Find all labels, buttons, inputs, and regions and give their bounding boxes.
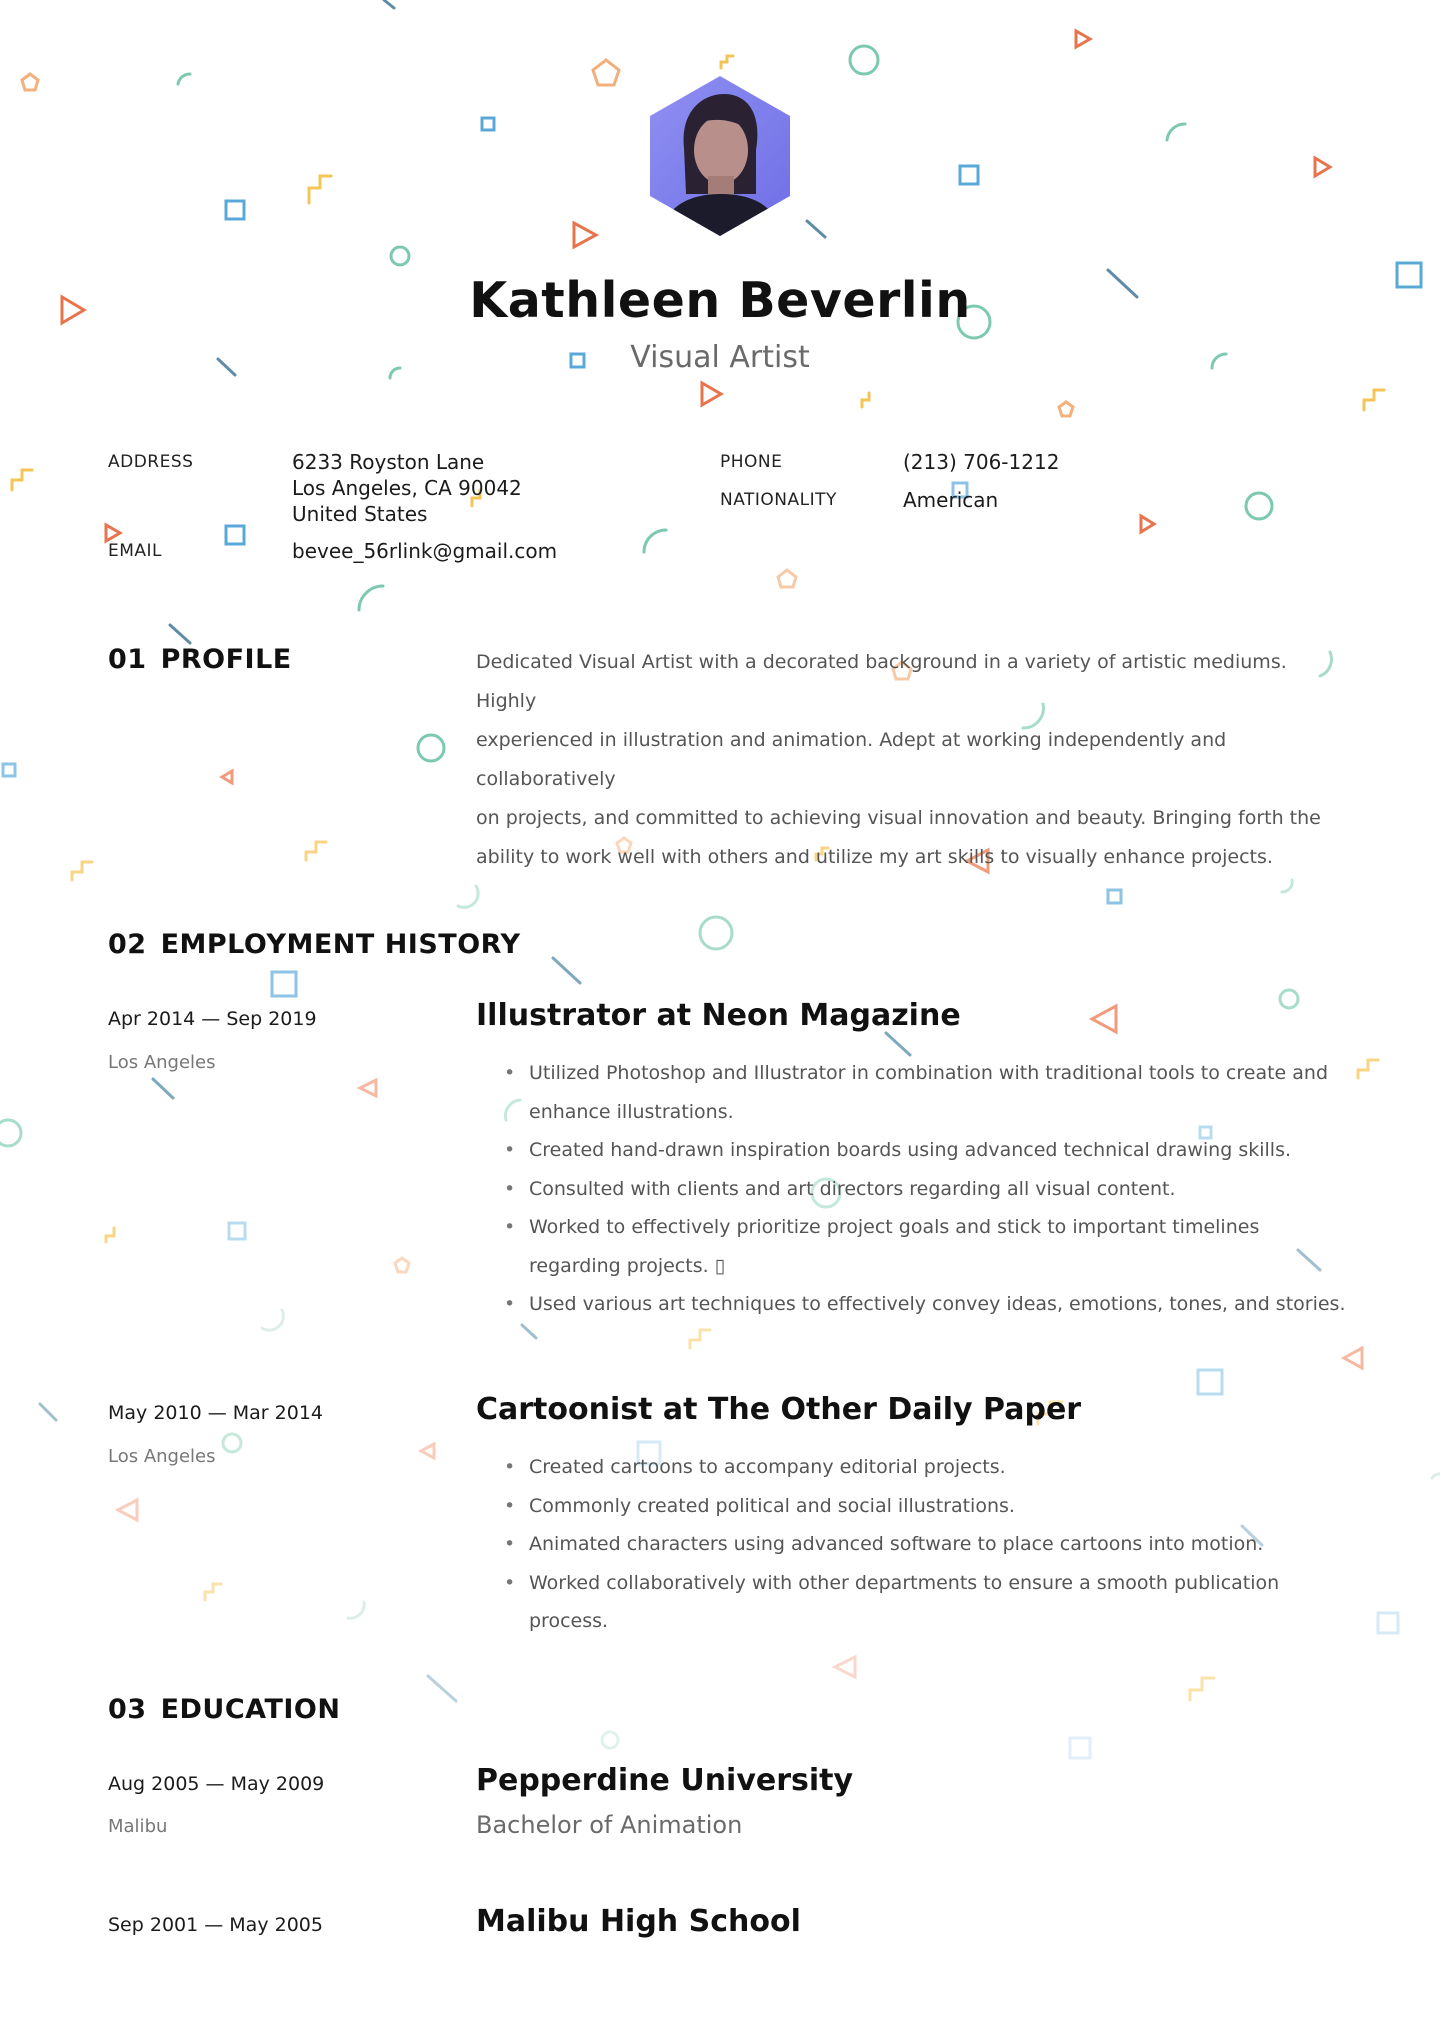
square-decoration xyxy=(226,526,244,544)
section-heading-employment xyxy=(108,929,521,960)
circle-decoration xyxy=(602,1732,618,1748)
triangle-decoration xyxy=(118,1500,137,1520)
section-title: PROFILE xyxy=(160,644,292,675)
job-dates: May 2010 — Mar 2014 xyxy=(108,1402,323,1424)
profile-summary xyxy=(476,643,1336,877)
arc-decoration xyxy=(644,530,666,552)
address-line: 6233 Royston Lane xyxy=(292,450,485,474)
square-decoration xyxy=(482,118,494,130)
circle-decoration xyxy=(850,46,878,74)
stair-decoration xyxy=(12,470,32,490)
section-title: EMPLOYMENT HISTORY xyxy=(160,929,521,960)
job-location: Los Angeles xyxy=(108,1446,216,1467)
arc-decoration xyxy=(458,886,478,907)
degree-name: Bachelor of Animation xyxy=(476,1811,743,1839)
arc-decoration xyxy=(262,1310,283,1330)
circle-decoration xyxy=(700,917,732,949)
circle-decoration xyxy=(223,1434,241,1452)
job-bullet: • Used various art techniques to effectively convey ideas, emotions, tones, and stories. xyxy=(500,1285,1350,1324)
summary-line: on projects, and committed to achieving visual innovation and beauty. Bringing forth the xyxy=(476,807,1321,829)
stair-decoration xyxy=(1364,390,1384,410)
email-label: EMAIL xyxy=(108,541,163,561)
square-decoration xyxy=(272,972,296,996)
triangle-decoration xyxy=(360,1080,376,1096)
stair-decoration xyxy=(72,862,92,880)
section-number: 01 xyxy=(108,644,147,675)
arc-decoration xyxy=(348,1602,364,1618)
pentagon-decoration xyxy=(593,60,619,85)
circle-decoration xyxy=(418,735,444,761)
circle-decoration xyxy=(1280,990,1298,1008)
arc-decoration xyxy=(1282,880,1292,892)
pentagon-decoration xyxy=(1059,402,1073,416)
square-decoration xyxy=(1070,1738,1090,1758)
job-bullet: • Worked to effectively prioritize project goals and stick to important timelines regarding projects. ▯ xyxy=(500,1208,1350,1285)
circle-decoration xyxy=(391,247,409,265)
job-bullets xyxy=(500,1054,1350,1324)
stair-decoration xyxy=(306,842,326,860)
triangle-decoration xyxy=(1076,31,1090,47)
avatar-portrait xyxy=(650,76,790,236)
line-decoration xyxy=(522,1325,536,1338)
stair-decoration xyxy=(690,1330,710,1348)
avatar xyxy=(650,76,790,236)
email-value[interactable]: bevee_56rlink@gmail.com xyxy=(292,539,558,563)
triangle-decoration xyxy=(835,1657,855,1677)
line-decoration xyxy=(553,958,580,983)
job-bullet: • Animated characters using advanced software to place cartoons into motion. xyxy=(500,1525,1350,1564)
triangle-decoration xyxy=(702,383,721,405)
stair-decoration xyxy=(721,56,733,68)
line-decoration xyxy=(40,1404,56,1420)
address-label: ADDRESS xyxy=(108,452,194,472)
triangle-decoration xyxy=(574,223,596,247)
job-bullet: • Created cartoons to accompany editorial projects. xyxy=(500,1448,1350,1487)
stair-decoration xyxy=(1358,1060,1378,1078)
address-line: United States xyxy=(292,502,428,526)
pentagon-decoration xyxy=(395,1258,409,1272)
stair-decoration xyxy=(1190,1678,1214,1700)
triangle-decoration xyxy=(1344,1348,1362,1368)
address-line: Los Angeles, CA 90042 xyxy=(292,476,522,500)
circle-decoration xyxy=(0,1120,21,1146)
arc-decoration xyxy=(1432,1474,1440,1478)
summary-line: experienced in illustration and animation. Adept at working independently and collaboratively xyxy=(476,729,1227,790)
square-decoration xyxy=(1108,890,1121,903)
stair-decoration xyxy=(106,1228,114,1242)
line-decoration xyxy=(428,1676,456,1701)
nationality-label: NATIONALITY xyxy=(720,490,837,510)
school-dates: Sep 2001 — May 2005 xyxy=(108,1914,323,1936)
summary-line: Dedicated Visual Artist with a decorated background in a variety of artistic mediums. Highly xyxy=(476,651,1287,712)
square-decoration xyxy=(1198,1370,1222,1394)
triangle-decoration xyxy=(222,771,232,783)
job-heading: Cartoonist at The Other Daily Paper xyxy=(476,1392,1082,1427)
square-decoration xyxy=(226,201,244,219)
school-name: Malibu High School xyxy=(476,1904,801,1939)
square-decoration xyxy=(3,764,15,776)
section-heading-education xyxy=(108,1694,341,1725)
job-bullet: • Utilized Photoshop and Illustrator in combination with traditional tools to create and enhance illustrations. xyxy=(500,1054,1350,1131)
job-title: Visual Artist xyxy=(630,340,810,375)
pentagon-decoration xyxy=(22,74,38,90)
job-dates: Apr 2014 — Sep 2019 xyxy=(108,1008,317,1030)
section-heading-profile xyxy=(108,644,292,675)
triangle-decoration xyxy=(1141,516,1154,532)
triangle-decoration xyxy=(421,1444,434,1458)
job-bullet: • Created hand-drawn inspiration boards using advanced technical drawing skills. xyxy=(500,1131,1350,1170)
job-bullets xyxy=(500,1448,1350,1641)
school-location: Malibu xyxy=(108,1816,168,1837)
school-dates: Aug 2005 — May 2009 xyxy=(108,1773,325,1795)
line-decoration xyxy=(384,0,394,8)
line-decoration xyxy=(886,1033,910,1055)
job-bullet: • Commonly created political and social illustrations. xyxy=(500,1487,1350,1526)
job-heading: Illustrator at Neon Magazine xyxy=(476,998,961,1033)
candidate-name: Kathleen Beverlin xyxy=(469,272,971,329)
nationality-value: American xyxy=(903,488,999,512)
triangle-decoration xyxy=(106,525,120,541)
phone-value[interactable]: (213) 706-1212 xyxy=(903,450,1060,474)
line-decoration xyxy=(170,625,190,643)
square-decoration xyxy=(960,166,978,184)
section-number: 02 xyxy=(108,929,147,960)
arc-decoration xyxy=(178,74,190,84)
arc-decoration xyxy=(359,586,383,610)
stair-decoration xyxy=(309,176,331,203)
arc-decoration xyxy=(1167,124,1185,140)
stair-decoration xyxy=(205,1584,221,1600)
phone-label: PHONE xyxy=(720,452,783,472)
job-bullet: • Consulted with clients and art directors regarding all visual content. xyxy=(500,1170,1350,1209)
square-decoration xyxy=(1378,1613,1398,1633)
job-location: Los Angeles xyxy=(108,1052,216,1073)
line-decoration xyxy=(153,1079,173,1098)
circle-decoration xyxy=(1246,493,1272,519)
section-number: 03 xyxy=(108,1694,147,1725)
pentagon-decoration xyxy=(778,570,796,587)
section-title: EDUCATION xyxy=(160,1694,341,1725)
summary-line: ability to work well with others and utilize my art skills to visually enhance projects. xyxy=(476,846,1273,868)
line-decoration xyxy=(807,221,825,237)
job-bullet: • Worked collaboratively with other departments to ensure a smooth publication process. xyxy=(500,1564,1350,1641)
triangle-decoration xyxy=(1315,158,1330,176)
stair-decoration xyxy=(862,393,869,407)
triangle-decoration xyxy=(1092,1006,1116,1032)
school-name: Pepperdine University xyxy=(476,1763,854,1798)
square-decoration xyxy=(229,1223,245,1239)
